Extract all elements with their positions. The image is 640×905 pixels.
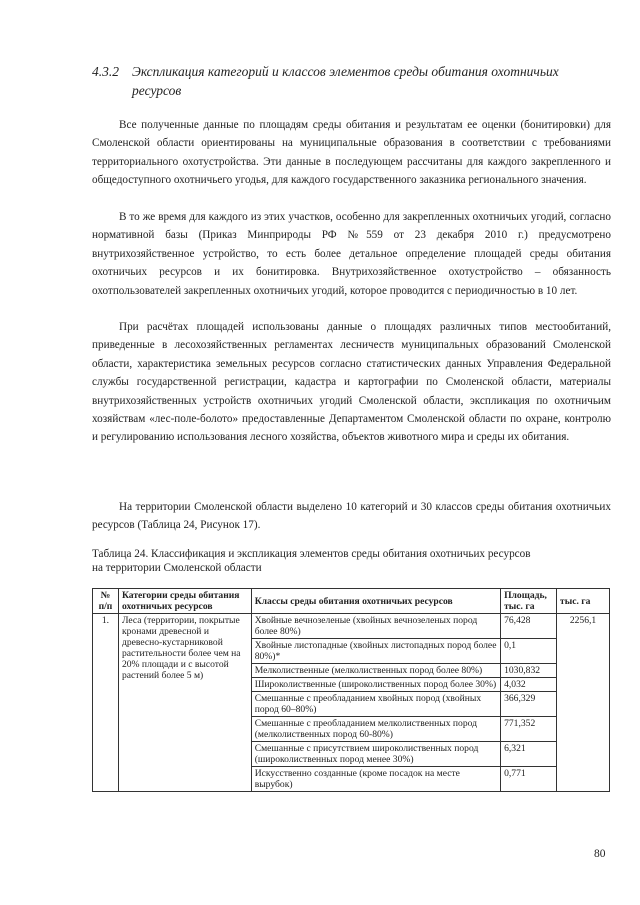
class-cell: Мелколиственные (мелколиственных пород более 80%) — [251, 664, 500, 678]
section-title-continued: ресурсов — [132, 83, 182, 98]
area-cell: 76,428 — [501, 614, 557, 639]
area-cell: 0,771 — [501, 767, 557, 792]
area-cell: 1030,832 — [501, 664, 557, 678]
header-category: Категории среды обитания охотничьих ресурсов — [118, 589, 251, 614]
area-cell: 366,329 — [501, 692, 557, 717]
header-total: тыс. га — [557, 589, 610, 614]
section-heading — [92, 62, 612, 100]
area-cell: 771,352 — [501, 717, 557, 742]
class-cell: Смешанные с преобладанием мелколиственных пород (мелколиственных пород 60-80%) — [251, 717, 500, 742]
table-header-row — [93, 589, 610, 614]
area-cell: 6,321 — [501, 742, 557, 767]
group-number: 1. — [93, 614, 119, 792]
class-cell: Хвойные листопадные (хвойных листопадных пород более 80%)* — [251, 639, 500, 664]
class-cell: Искусственно созданные (кроме посадок на месте вырубок) — [251, 767, 500, 792]
class-cell: Смешанные с преобладанием хвойных пород (хвойных пород 60–80%) — [251, 692, 500, 717]
area-cell: 4,032 — [501, 678, 557, 692]
header-area: Площадь, тыс. га — [501, 589, 557, 614]
table-caption-line-2: на территории Смоленской области — [92, 562, 262, 574]
habitat-table — [92, 588, 610, 792]
class-cell: Широколиственные (широколиственных пород более 30%) — [251, 678, 500, 692]
paragraph-1: Все полученные данные по площадям среды обитания и результатам ее оценки (бонитировки) для Смоленской области ориентированы на муниципальные образования в соответствии с требованиями территориального охотустройства. Эти данные в последующем рассчитаны для каждого закрепленного и общедоступного охотничьего угодья, для каждого государственного заказника регионального значения. — [92, 119, 611, 187]
header-class: Классы среды обитания охотничьих ресурсов — [251, 589, 500, 614]
paragraph-2: В то же время для каждого из этих участков, особенно для закрепленных охотничьих угодий, согласно нормативной базы (Приказ Минприроды РФ №559 от 23 декабря 2010 г.) предусмотрено внутрихозяйственное устройство, то есть более детальное определение площадей среды обитания охотничьих ресурсов и их бонитировка. Внутрихозяйственное охотустройство – обязанность охотпользователей закрепленных охотничьих угодий, которое проводится с периодичностью в 10 лет. — [92, 211, 611, 297]
paragraph-4: На территории Смоленской области выделено 10 категорий и 30 классов среды обитания охотничьих ресурсов (Таблица 24, Рисунок 17). — [92, 501, 611, 532]
class-cell: Смешанные с присутствием широколиственных пород (широколиственных пород менее 30%) — [251, 742, 500, 767]
group-total: 2256,1 — [557, 614, 610, 792]
table-row — [93, 614, 610, 639]
section-number: 4.3.2 — [92, 64, 119, 79]
paragraph-3: При расчётах площадей использованы данные о площадях различных типов местообитаний, приведенные в лесохозяйственных регламентах лесничеств муниципальных образований Смоленской области, характеристика земельных ресурсов согласно статистических данных Управления Федеральной службы государственной регистрации, кадастра и картографии по Смоленской области, материалы внутрихозяйственных устройств охотничьих угодий Смоленской области, экспликация по охотничьим хозяйствам «лес-поле-болото» предоставленные Департаментом Смоленской области по охране, контролю и регулированию использования лесного хозяйства, объектов животного мира и среды их обитания. — [92, 321, 611, 444]
class-cell: Хвойные вечнозеленые (хвойных вечнозеленых пород более 80%) — [251, 614, 500, 639]
table-caption — [92, 547, 611, 575]
table-caption-line-1: Таблица 24. Классификация и экспликация элементов среды обитания охотничьих ресурсов — [92, 548, 531, 560]
area-cell: 0,1 — [501, 639, 557, 664]
group-category: Леса (территории, покрытые кронами древесной и древесно-кустарниковой растительности более чем на 20% площади и с высотой растений более 5 м) — [118, 614, 251, 792]
page-number: 80 — [594, 848, 606, 860]
section-title: Экспликация категорий и классов элементов среды обитания охотничьих — [132, 64, 559, 79]
header-num: № п/п — [93, 589, 119, 614]
